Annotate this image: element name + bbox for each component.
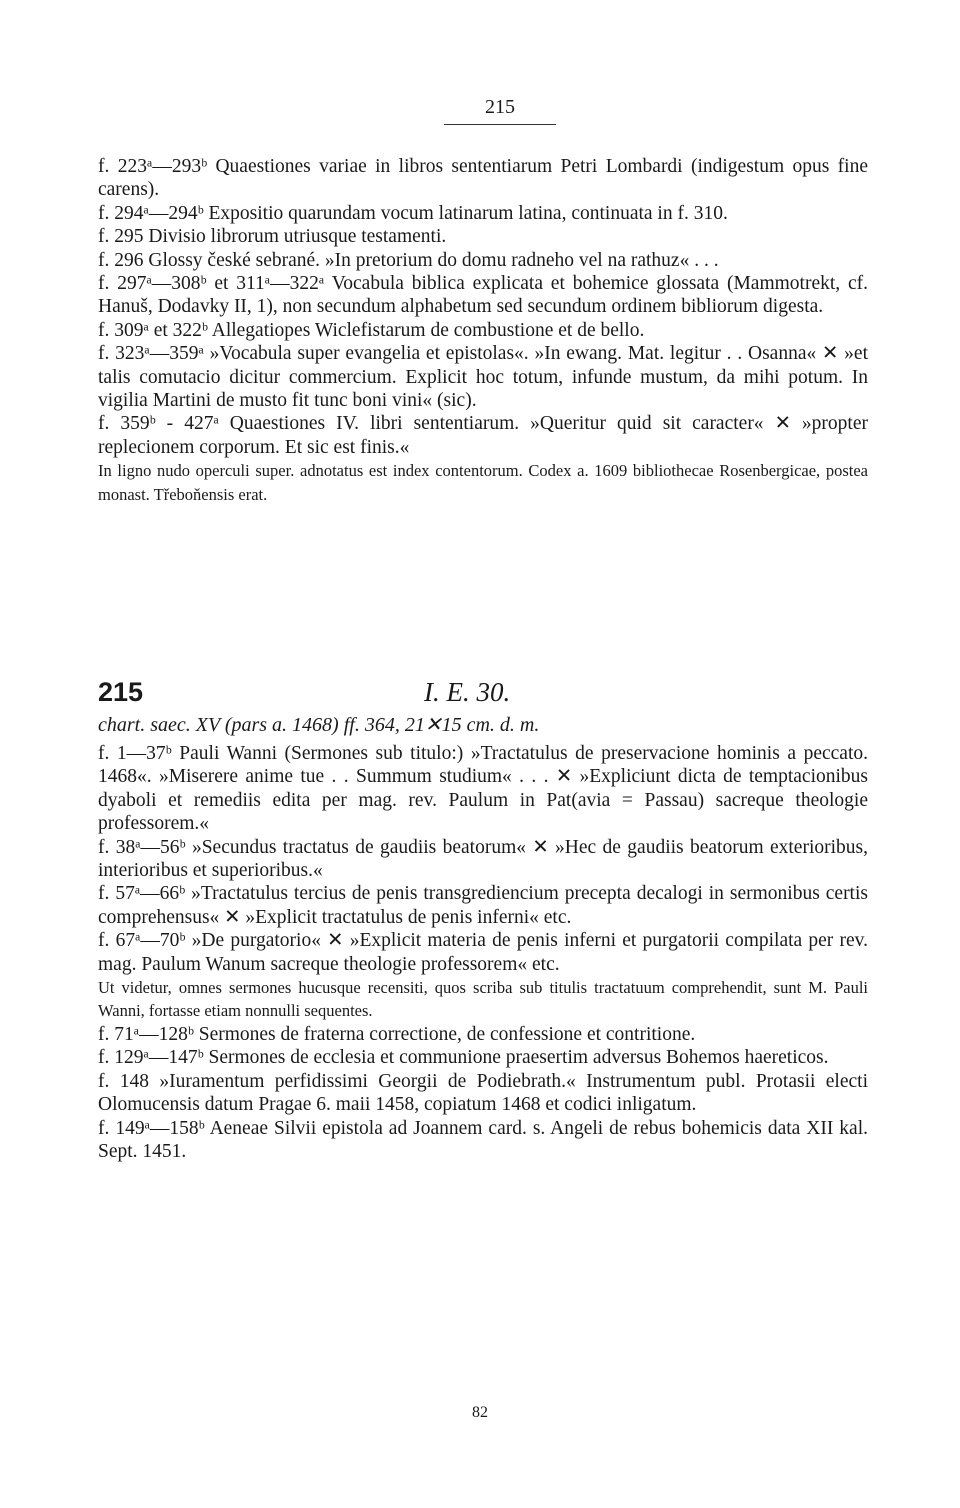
entry: f. 323ᵃ—359ᵃ »Vocabula super evangelia et epistolas«. »In ewang. Mat. legitur . . Osanna« ✕ »et talis comutacio dicitur commercium. Explicit hoc totum, infunde mustum, da mihi potum. In vigilia Martini de musto fit tunc boni vini« (sic). bbox=[98, 343, 868, 412]
header-rule bbox=[444, 124, 556, 125]
entry: f. 223ᵃ—293ᵇ Quaestiones variae in libros sententiarum Petri Lombardi (indigestum opus fine carens). bbox=[98, 156, 868, 201]
entry: f. 71ᵃ—128ᵇ Sermones de fraterna correctione, de confessione et contritione. bbox=[98, 1023, 696, 1045]
entry: f. 129ᵃ—147ᵇ Sermones de ecclesia et communione praesertim adversus Bohemos haereticos. bbox=[98, 1047, 829, 1069]
entry: f. 359ᵇ - 427ᵃ Quaestiones IV. libri sententiarum. »Queritur quid sit caracter« ✕ »propter replecionem corporum. Et sic est finis.« bbox=[98, 413, 868, 458]
note: In ligno nudo operculi super. adnotatus est index contentorum. Codex a. 1609 bibliothecae Rosenbergicae, postea monast. Třeboňensis erat. bbox=[98, 461, 868, 504]
codex-number: 215 bbox=[98, 677, 144, 707]
entries-top bbox=[98, 155, 868, 506]
entry: f. 38ᵃ—56ᵇ »Secundus tractatus de gaudiis beatorum« ✕ »Hec de gaudiis beatorum exterioribus, interioribus et superioribus.« bbox=[98, 836, 868, 882]
entry: f. 148 »Iuramentum perfidissimi Georgii de Podiebrath.« Instrumentum publ. Protasii electi Olomucensis datum Pragae 6. maii 1458, copiatum 1468 et codici inligatum. bbox=[98, 1070, 868, 1116]
page-number: 215 bbox=[485, 96, 515, 118]
entry: f. 309ᵃ et 322ᵇ Allegatiopes Wiclefistarum de combustione et de bello. bbox=[98, 319, 645, 341]
entry: f. 294ᵃ—294ᵇ Expositio quarundam vocum latinarum latina, continuata in f. 310. bbox=[98, 202, 728, 224]
entry: f. 67ᵃ—70ᵇ »De purgatorio« ✕ »Explicit materia de penis inferni et purgatorii compilata per rev. mag. Paulum Wanum sacreque theologie professorem« etc. bbox=[98, 930, 868, 975]
codex-header bbox=[98, 677, 868, 713]
entry: f. 1—37ᵇ Pauli Wanni (Sermones sub titulo:) »Tractatulus de preservacione hominis a peccato. 1468«. »Miserere anime tue . . Summum studium« . . . ✕ »Expliciunt dicta de temptacionibus dyaboli et remediis edita per mag. rev. Paulum in Pat(avia = Passau) sacreque theologie professorem.« bbox=[98, 743, 868, 835]
entry: f. 295 Divisio librorum utriusque testamenti. bbox=[98, 226, 447, 248]
footer-page-number: 82 bbox=[472, 1404, 488, 1421]
entry: f. 297ᵃ—308ᵇ et 311ᵃ—322ᵃ Vocabula biblica explicata et bohemice glossata (Mammotrekt, cf. Hanuš, Dodavky II, 1), non secundum alphabetum sed secundum ordinem bibliorum digesta. bbox=[98, 273, 868, 318]
entry: f. 296 Glossy české sebrané. »In pretorium do domu radneho vel na rathuz« . . . bbox=[98, 249, 719, 271]
entry: f. 57ᵃ—66ᵇ »Tractatulus tercius de penis transgrediencium precepta decalogi in sermonibus certis comprehensus« ✕ »Explicit tractatulus de penis inferni« etc. bbox=[98, 883, 868, 928]
note: Ut videtur, omnes sermones hucusque recensiti, quos scriba sub titulis tractatuum comprehendit, sunt M. Pauli Wanni, fortasse etiam nonnulli sequentes. bbox=[98, 978, 868, 1021]
codex-description: chart. saec. XV (pars a. 1468) ff. 364, 21✕15 cm. d. m. bbox=[98, 714, 540, 736]
entries-bottom bbox=[98, 742, 868, 1163]
entry: f. 149ᵃ—158ᵇ Aeneae Silvii epistola ad Joannem card. s. Angeli de rebus bohemicis data XII kal. Sept. 1451. bbox=[98, 1117, 868, 1162]
codex-signature: I. E. 30. bbox=[424, 677, 511, 707]
